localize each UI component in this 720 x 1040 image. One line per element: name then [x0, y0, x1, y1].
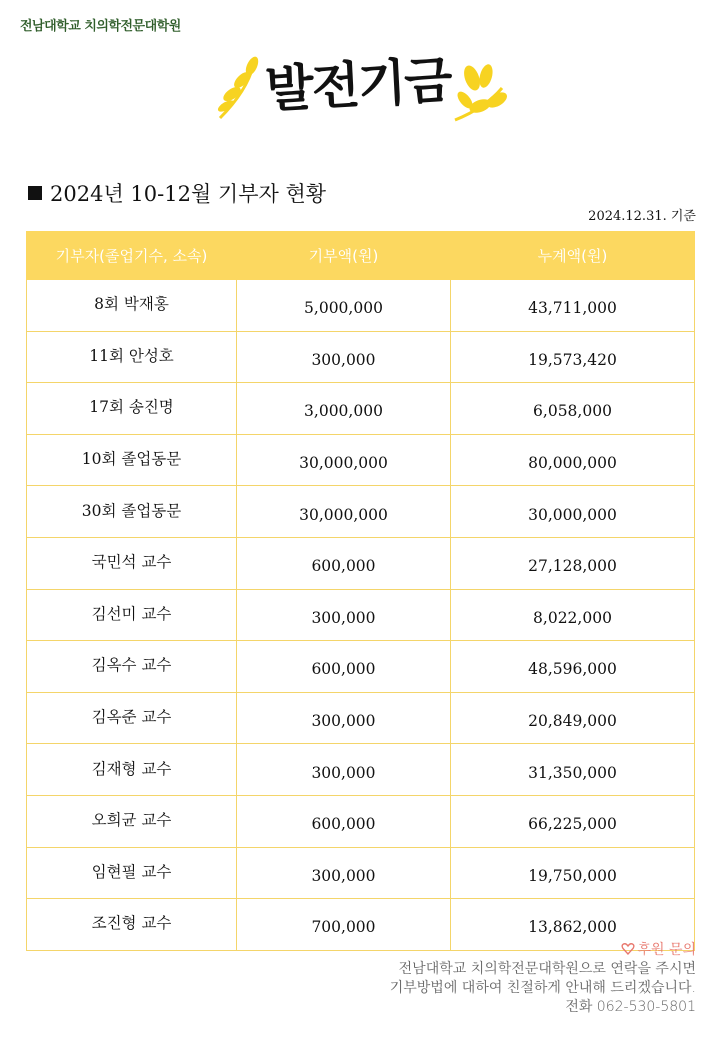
donation-amount-cell: 600,000 — [237, 641, 451, 693]
donation-amount-cell: 600,000 — [237, 537, 451, 589]
table-row — [27, 847, 695, 899]
donor-name-cell: 국민석 교수 — [27, 537, 237, 589]
cumulative-total-cell: 31,350,000 — [451, 744, 695, 796]
donor-table — [26, 231, 695, 951]
donor-name-cell: 11회 안성호 — [27, 331, 237, 383]
donation-amount-cell: 30,000,000 — [237, 486, 451, 538]
donor-name-cell: 10회 졸업동문 — [27, 434, 237, 486]
footer-line1: 전남대학교 치의학전문대학원으로 연락을 주시면 — [398, 961, 696, 977]
donation-amount-cell: 300,000 — [237, 692, 451, 744]
table-row — [27, 641, 695, 693]
cumulative-total-cell: 80,000,000 — [451, 434, 695, 486]
heart-icon — [621, 942, 635, 956]
donor-name-cell: 17회 송진명 — [27, 383, 237, 435]
cumulative-total-cell: 20,849,000 — [451, 692, 695, 744]
table-row — [27, 331, 695, 383]
section-title — [28, 178, 326, 208]
cumulative-total-cell: 27,128,000 — [451, 537, 695, 589]
org-name: 전남대학교 치의학전문대학원 — [20, 19, 181, 34]
donor-name-cell: 김옥준 교수 — [27, 692, 237, 744]
donor-name-cell: 임현필 교수 — [27, 847, 237, 899]
donation-amount-cell: 700,000 — [237, 899, 451, 951]
column-header-donor: 기부자(졸업기수, 소속) — [27, 232, 237, 280]
donor-name-cell: 김선미 교수 — [27, 589, 237, 641]
square-bullet-icon — [28, 186, 42, 200]
table-row — [27, 486, 695, 538]
inquiry-heading — [390, 941, 696, 960]
donor-name-cell: 8회 박재홍 — [27, 280, 237, 332]
table-row — [27, 280, 695, 332]
cumulative-total-cell: 19,573,420 — [451, 331, 695, 383]
donor-name-cell: 김재형 교수 — [27, 744, 237, 796]
cumulative-total-cell: 13,862,000 — [451, 899, 695, 951]
donation-amount-cell: 5,000,000 — [237, 280, 451, 332]
table-row — [27, 692, 695, 744]
table-row — [27, 744, 695, 796]
cumulative-total-cell: 43,711,000 — [451, 280, 695, 332]
donor-name-cell: 조진형 교수 — [27, 899, 237, 951]
donor-name-cell: 오희균 교수 — [27, 795, 237, 847]
footer-line2: 기부방법에 대하여 친절하게 안내해 드리겠습니다. — [389, 980, 696, 996]
cumulative-total-cell: 8,022,000 — [451, 589, 695, 641]
table-row — [27, 383, 695, 435]
donation-amount-cell: 300,000 — [237, 331, 451, 383]
donor-name-cell: 김옥수 교수 — [27, 641, 237, 693]
donation-amount-cell: 600,000 — [237, 795, 451, 847]
donation-amount-cell: 3,000,000 — [237, 383, 451, 435]
footer — [390, 941, 696, 1017]
table-header-row — [27, 232, 695, 280]
donor-name-cell: 30회 졸업동문 — [27, 486, 237, 538]
donation-amount-cell: 300,000 — [237, 744, 451, 796]
donation-amount-cell: 300,000 — [237, 589, 451, 641]
cumulative-total-cell: 19,750,000 — [451, 847, 695, 899]
table-row — [27, 589, 695, 641]
report-date: 2024.12.31. 기준 — [588, 209, 696, 224]
cumulative-total-cell: 66,225,000 — [451, 795, 695, 847]
table-row — [27, 434, 695, 486]
column-header-total: 누계액(원) — [451, 232, 695, 280]
cumulative-total-cell: 30,000,000 — [451, 486, 695, 538]
footer-phone: 전화 062-530-5801 — [565, 999, 696, 1015]
table-row — [27, 795, 695, 847]
donation-amount-cell: 30,000,000 — [237, 434, 451, 486]
table-row — [27, 537, 695, 589]
donation-amount-cell: 300,000 — [237, 847, 451, 899]
cumulative-total-cell: 6,058,000 — [451, 383, 695, 435]
inquiry-label: 후원 문의 — [637, 942, 696, 958]
banner-title: 발전기금 — [263, 51, 452, 119]
cumulative-total-cell: 48,596,000 — [451, 641, 695, 693]
column-header-amount: 기부액(원) — [237, 232, 451, 280]
section-title-text: 2024년 10-12월 기부자 현황 — [50, 182, 327, 206]
